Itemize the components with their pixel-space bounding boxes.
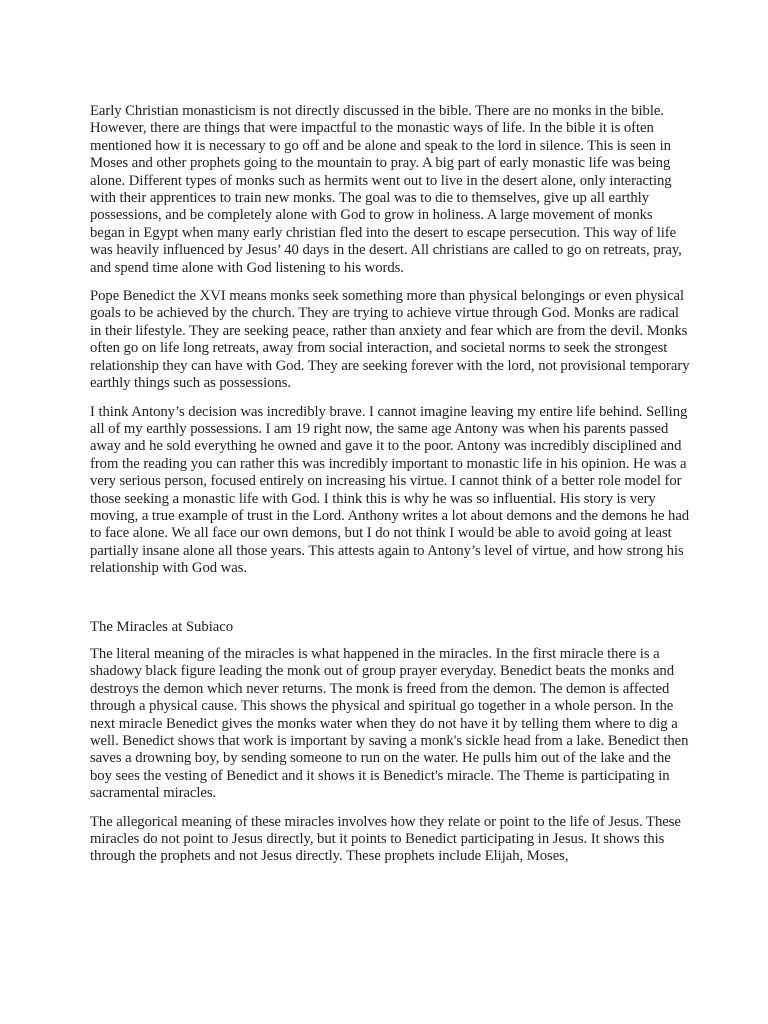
paragraph-literal-meaning: The literal meaning of the miracles is what happened in the miracles. In the first miracle there is a shadowy black figure leading the monk out of group prayer everyday. Benedict beats the monks and destroys the demon which never returns. The monk is freed from the demon. The demon is affected through a physical cause. This shows the physical and spiritual go together in a whole person. In the next miracle Benedict gives the monks water when they do not have it by telling them where to dig a well. Benedict shows that work is important by saving a monk's sickle head from a lake. Benedict then saves a drowning boy, by sending someone to run on the water. He pulls him out of the lake and the boy sees the vesting of Benedict and it shows it is Benedict's miracle. The Theme is participating in sacramental miracles.: [90, 645, 689, 802]
section-heading: The Miracles at Subiaco: [90, 618, 234, 635]
section-spacer: [90, 589, 690, 619]
paragraph-monasticism-intro: Early Christian monasticism is not directly discussed in the bible. There are no monks in the bible. However, there are things that were impactful to the monastic ways of life. In the bible it is often mentioned how it is necessary to go off and be alone and speak to the lord in silence. This is seen in Moses and other prophets going to the mountain to pray. A big part of early monastic life was being alone. Different types of monks such as hermits went out to live in the desert alone, only interacting with their apprentices to train new monks. The goal was to die to themselves, give up all earthly possessions, and be completely alone with God to grow in holiness. A large movement of monks began in Egypt when many early christian fled into the desert to escape persecution. This way of life was heavily influenced by Jesus’ 40 days in the desert. All christians are called to go on retreats, pray, and spend time alone with God listening to his words.: [90, 103, 682, 276]
document-page: [90, 103, 690, 877]
paragraph-pope-benedict: Pope Benedict the XVI means monks seek something more than physical belongings or even physical goals to be achieved by the church. They are trying to achieve virtue through God. Monks are radical in their lifestyle. They are seeking peace, rather than anxiety and fear which are from the devil. Monks often go on life long retreats, away from social interaction, and societal norms to seek the strongest relationship they can have with God. They are seeking forever with the lord, not provisional temporary earthly things such as possessions.: [90, 288, 690, 392]
paragraph-allegorical-meaning: The allegorical meaning of these miracles involves how they relate or point to the life of Jesus. These miracles do not point to Jesus directly, but it points to Benedict participating in Jesus. It shows this through the prophets and not Jesus directly. These prophets include Elijah, Moses,: [90, 813, 681, 865]
paragraph-antony: I think Antony’s decision was incredibly brave. I cannot imagine leaving my entire life behind. Selling all of my earthly possessions. I am 19 right now, the same age Antony was when his parents passed away and he sold everything he owned and gave it to the poor. Antony was incredibly disciplined and from the reading you can rather this was incredibly important to monastic life in his opinion. He was a very serious person, focused entirely on increasing his virtue. I cannot think of a better role model for those seeking a monastic life with God. I think this is why he was so influential. His story is very moving, a true example of trust in the Lord. Anthony writes a lot about demons and the demons he had to face alone. We all face our own demons, but I do not think I would be able to avoid going at least partially insane alone all those years. This attests again to Antony’s level of virtue, and how strong his relationship with God was.: [90, 403, 690, 577]
